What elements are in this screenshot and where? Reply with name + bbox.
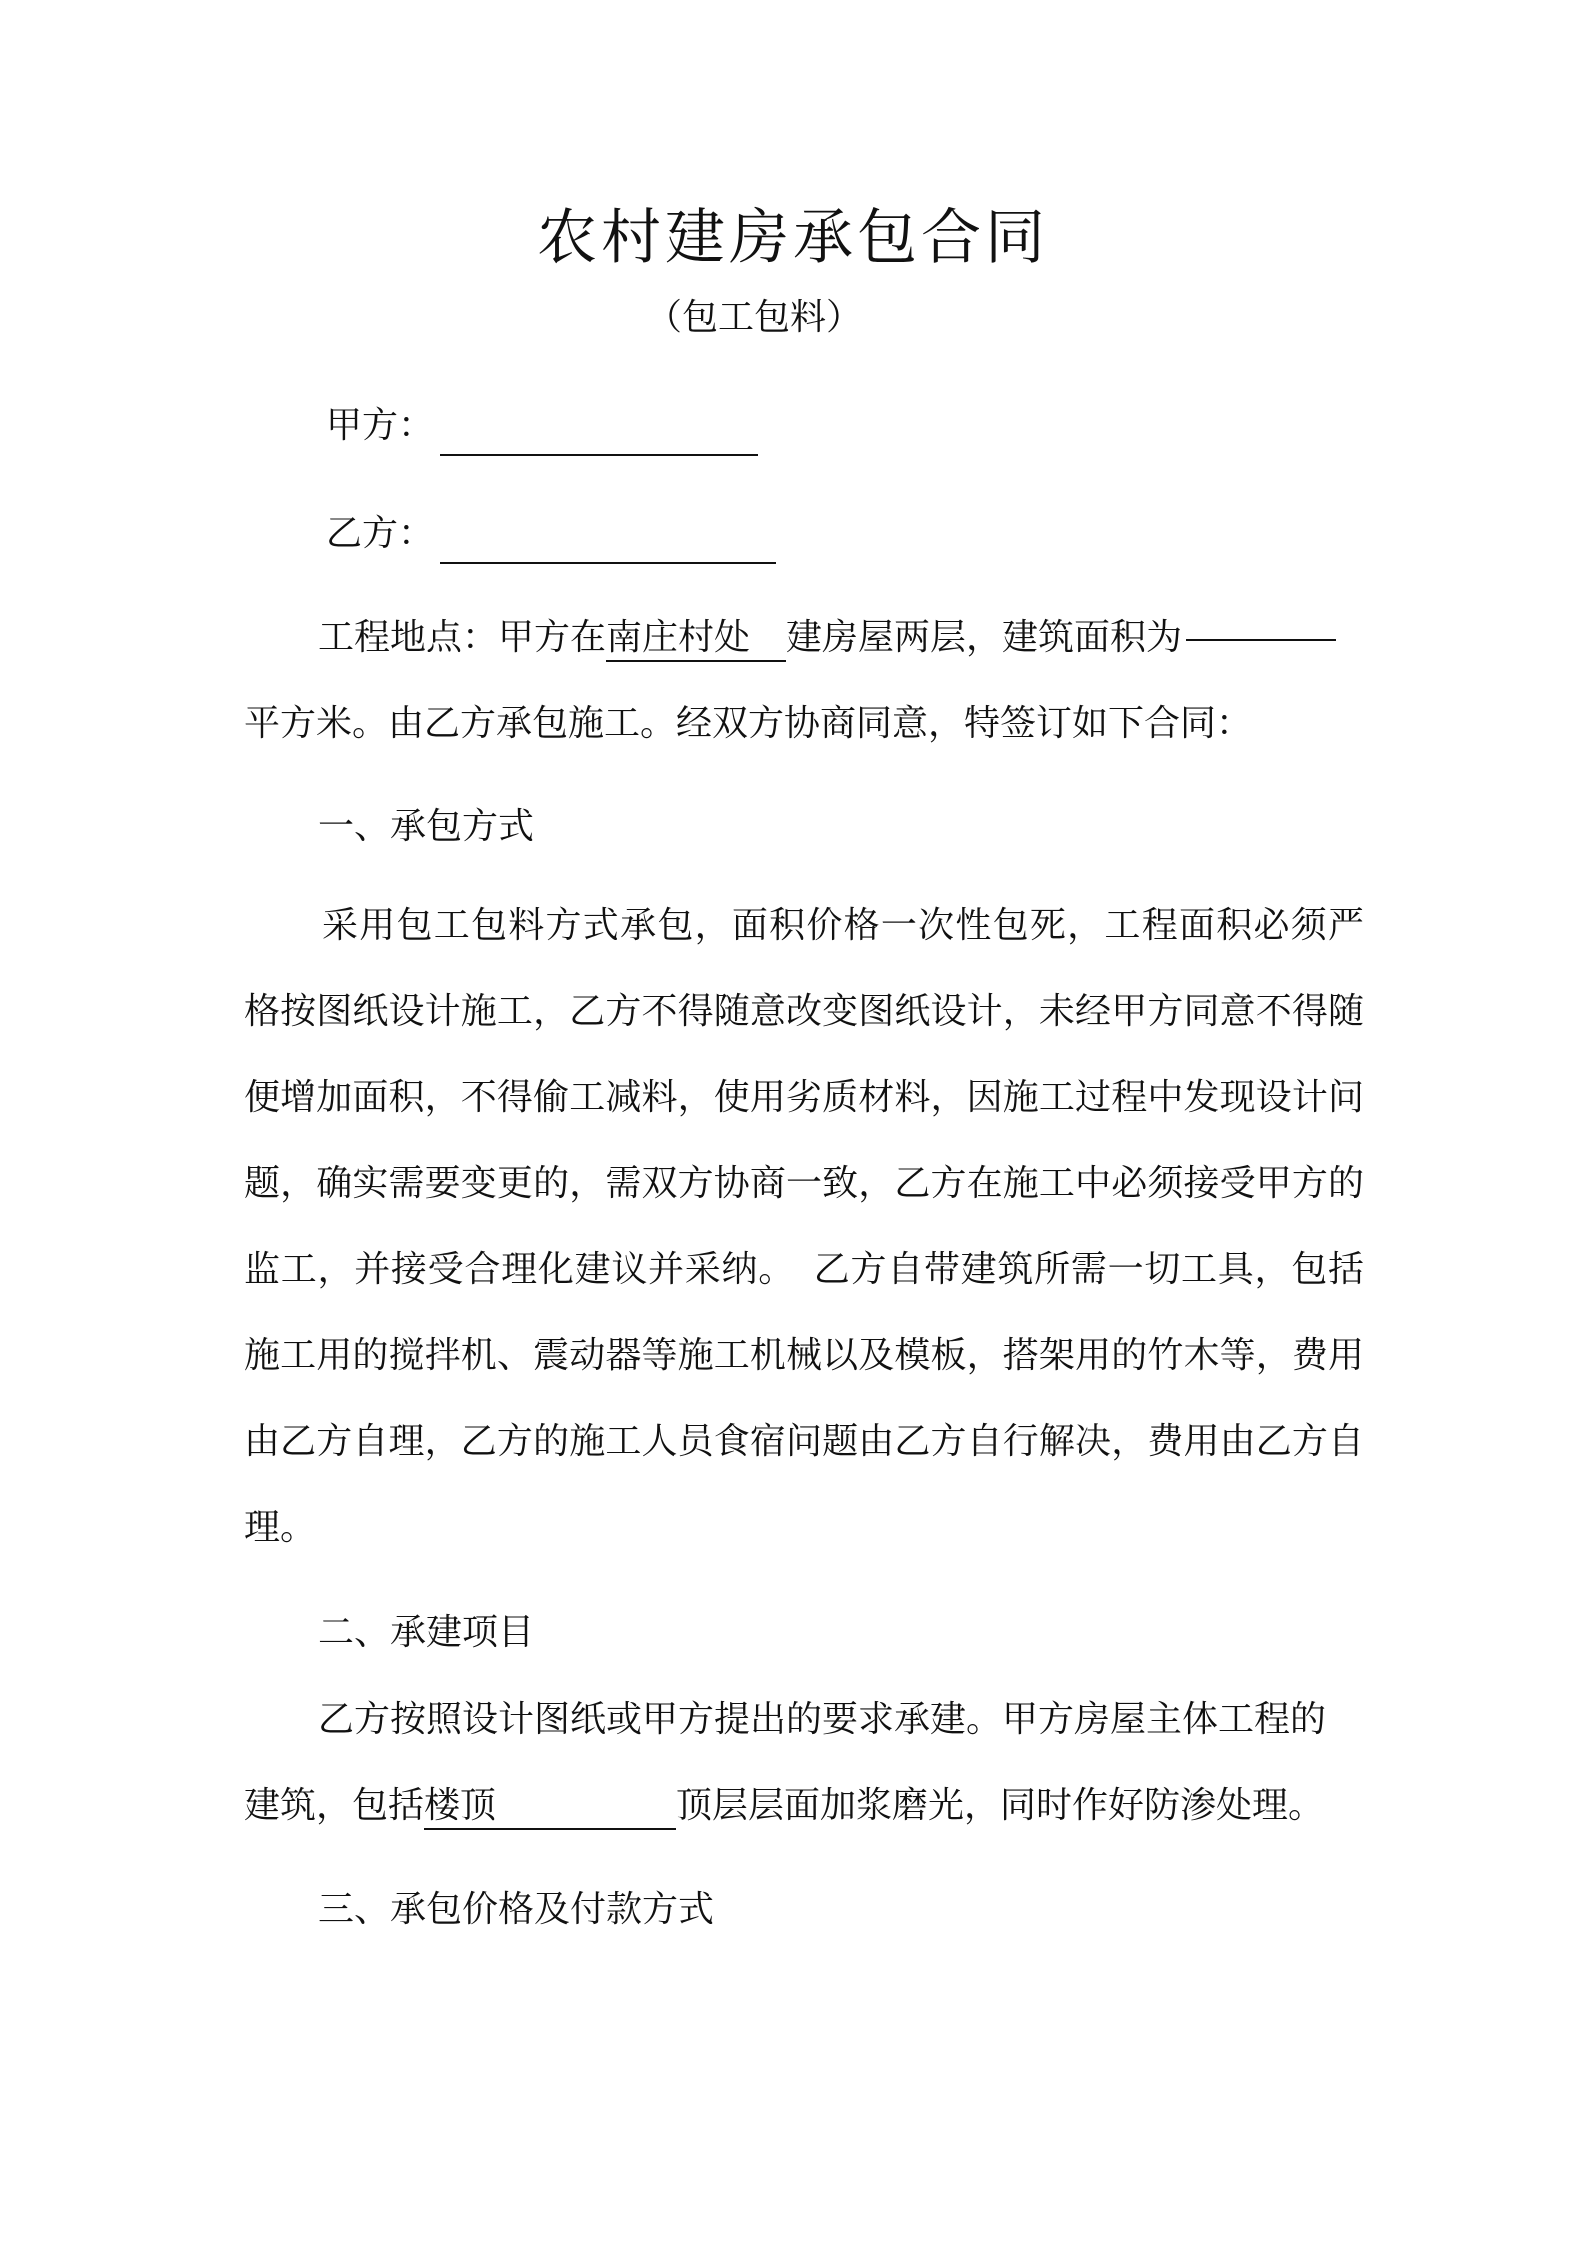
party-b-blank: [440, 522, 776, 564]
party-a-blank: [440, 414, 758, 456]
document-subtitle: （包工包料）: [646, 297, 863, 338]
party-a-label: 甲方：: [326, 405, 435, 446]
location-prefix: 工程地点：甲方在: [318, 617, 607, 658]
section-2-prefix: 建筑，包括: [244, 1785, 425, 1826]
section-2-line-1: 乙方按照设计图纸或甲方提出的要求承建。甲方房屋主体工程的: [318, 1699, 1327, 1740]
section-1-heading: 一、承包方式: [318, 806, 535, 847]
location-line-1: [318, 608, 1336, 668]
section-3-heading: 三、承包价格及付款方式: [318, 1889, 715, 1930]
area-blank: [1186, 639, 1336, 641]
document-title: 农村建房承包合同: [537, 203, 1049, 273]
section-2-line-2: [244, 1776, 1324, 1836]
section-2-suffix: 顶层层面加浆磨光，同时作好防渗处理。: [676, 1785, 1325, 1826]
section-2-roof-field: 楼顶: [424, 1785, 676, 1830]
location-middle: 建房屋两层，建筑面积为: [786, 617, 1183, 658]
party-a-line: [326, 396, 758, 456]
section-1-body: 采用包工包料方式承包，面积价格一次性包死，工程面积必须严格按图纸设计施工，乙方不得随意改变图纸设计，未经甲方同意不得随便增加面积，不得偷工减料，使用劣质材料，因施工过程中发现设计问题，确实需要变更的，需双方协商一致，乙方在施工中必须接受甲方的监工，并接受合理化建议并采纳。 乙方自带建筑所需一切工具，包括施工用的搅拌机、震动器等施工机械以及模板，搭架用的竹木等，费用由乙方自理，乙方的施工人员食宿问题由乙方自行解决，费用由乙方自理。: [244, 905, 1364, 1548]
section-2-heading: 二、承建项目: [318, 1612, 535, 1653]
location-village: 南庄村处: [606, 617, 786, 662]
location-line-2: 平方米。由乙方承包施工。经双方协商同意，特签订如下合同：: [244, 703, 1253, 744]
party-b-label: 乙方：: [326, 513, 435, 554]
party-b-line: [326, 504, 776, 564]
